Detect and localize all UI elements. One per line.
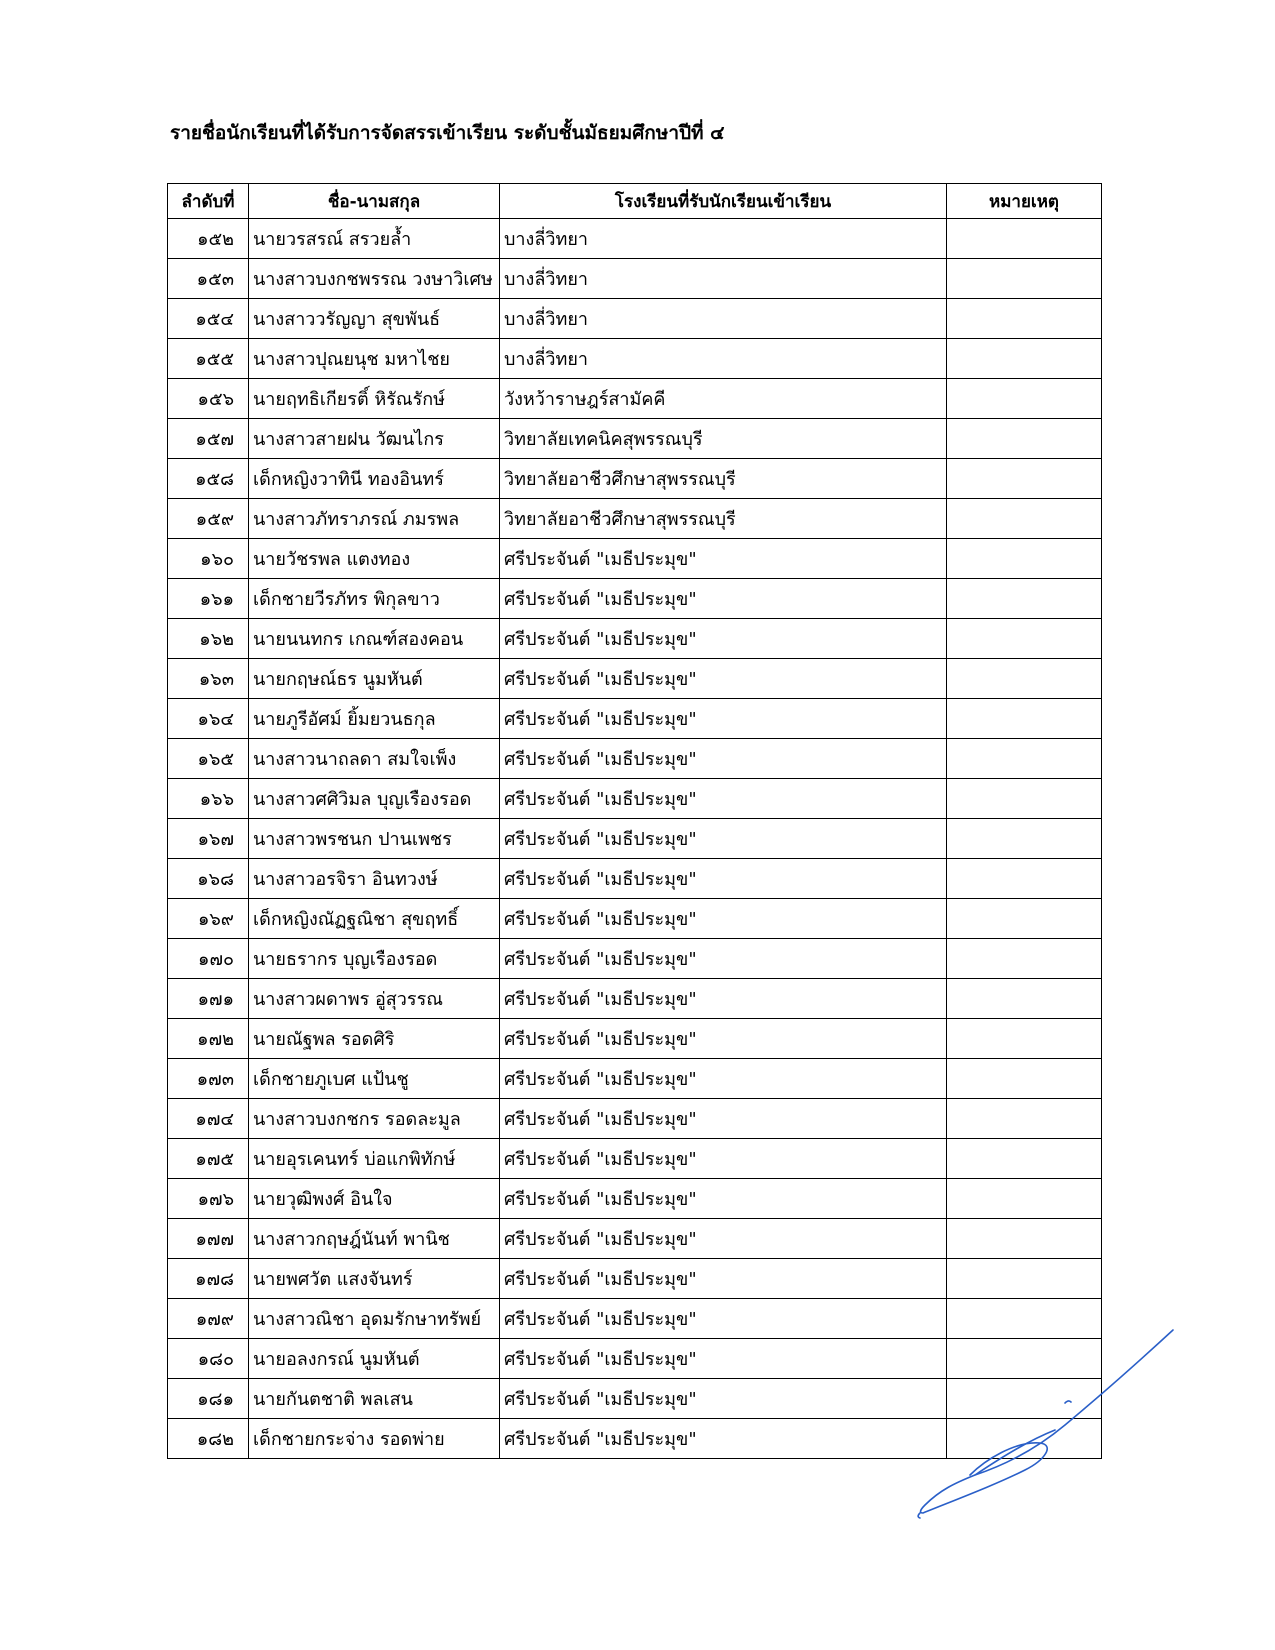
row-name: เด็กชายวีรภัทร พิกุลขาว [249,579,500,619]
row-name: นางสาวบงกชกร รอดละมูล [249,1099,500,1139]
row-school: ศรีประจันต์ "เมธีประมุข" [500,859,947,899]
row-note [947,379,1102,419]
table-row [168,779,1102,819]
row-name: นายวุฒิพงศ์ อินใจ [249,1179,500,1219]
row-note [947,939,1102,979]
row-note [947,659,1102,699]
row-name: นายธรากร บุญเรืองรอด [249,939,500,979]
row-school: วิทยาลัยเทคนิคสุพรรณบุรี [500,419,947,459]
row-school: ศรีประจันต์ "เมธีประมุข" [500,979,947,1019]
row-number: ๑๘๐ [168,1339,249,1379]
table-row [168,299,1102,339]
row-name: นางสาวปุณยนุช มหาไชย [249,339,500,379]
signature-icon [915,1325,1175,1525]
row-number: ๑๕๘ [168,459,249,499]
row-number: ๑๕๓ [168,259,249,299]
header-number: ลำดับที่ [168,184,249,219]
table-row [168,539,1102,579]
table-body [168,219,1102,1459]
row-name: นายพศวัต แสงจันทร์ [249,1259,500,1299]
row-name: นางสาวบงกชพรรณ วงษาวิเศษ [249,259,500,299]
row-school: ศรีประจันต์ "เมธีประมุข" [500,779,947,819]
row-school: บางลี่วิทยา [500,259,947,299]
header-school: โรงเรียนที่รับนักเรียนเข้าเรียน [500,184,947,219]
row-note [947,1259,1102,1299]
row-name: นางสาวณิชา อุดมรักษาทรัพย์ [249,1299,500,1339]
row-name: นายกันตชาติ พลเสน [249,1379,500,1419]
row-note [947,619,1102,659]
row-note [947,459,1102,499]
row-name: เด็กหญิงณัฏฐณิชา สุขฤทธิ์ [249,899,500,939]
row-note [947,779,1102,819]
row-number: ๑๖๐ [168,539,249,579]
table-row [168,419,1102,459]
row-number: ๑๗๘ [168,1259,249,1299]
table-row [168,339,1102,379]
student-table [167,183,1102,1459]
row-note [947,419,1102,459]
row-number: ๑๖๕ [168,739,249,779]
row-number: ๑๗๖ [168,1179,249,1219]
row-number: ๑๘๒ [168,1419,249,1459]
row-school: วิทยาลัยอาชีวศึกษาสุพรรณบุรี [500,459,947,499]
row-number: ๑๘๑ [168,1379,249,1419]
row-name: นางสาวกฤษฎ์นันท์ พานิช [249,1219,500,1259]
table-row [168,1019,1102,1059]
row-school: วิทยาลัยอาชีวศึกษาสุพรรณบุรี [500,499,947,539]
row-number: ๑๖๖ [168,779,249,819]
row-name: นางสาวสายฝน วัฒนไกร [249,419,500,459]
table-row [168,1139,1102,1179]
row-name: นายอุรเคนทร์ บ่อแกพิทักษ์ [249,1139,500,1179]
row-name: เด็กชายกระจ่าง รอดพ่าย [249,1419,500,1459]
row-number: ๑๕๒ [168,219,249,259]
row-school: ศรีประจันต์ "เมธีประมุข" [500,579,947,619]
row-school: ศรีประจันต์ "เมธีประมุข" [500,739,947,779]
row-note [947,339,1102,379]
row-number: ๑๗๑ [168,979,249,1019]
row-number: ๑๖๑ [168,579,249,619]
table-row [168,1179,1102,1219]
table-header-row [168,184,1102,219]
row-number: ๑๗๒ [168,1019,249,1059]
row-note [947,819,1102,859]
row-school: ศรีประจันต์ "เมธีประมุข" [500,659,947,699]
row-note [947,1219,1102,1259]
row-note [947,859,1102,899]
row-note [947,499,1102,539]
row-note [947,739,1102,779]
row-name: นายณัฐพล รอดศิริ [249,1019,500,1059]
row-note [947,259,1102,299]
table-row [168,219,1102,259]
row-name: นายอลงกรณ์ นูมหันต์ [249,1339,500,1379]
row-name: นางสาวศศิวิมล บุญเรืองรอด [249,779,500,819]
row-school: วังหว้าราษฎร์สามัคคี [500,379,947,419]
row-name: นางสาวอรจิรา อินทวงษ์ [249,859,500,899]
table-row [168,259,1102,299]
row-school: ศรีประจันต์ "เมธีประมุข" [500,1219,947,1259]
row-note [947,579,1102,619]
row-name: นางสาวนาถลดา สมใจเพ็ง [249,739,500,779]
table-row [168,899,1102,939]
row-number: ๑๗๗ [168,1219,249,1259]
row-name: นางสาววรัญญา สุขพันธ์ [249,299,500,339]
row-school: ศรีประจันต์ "เมธีประมุข" [500,1339,947,1379]
row-school: ศรีประจันต์ "เมธีประมุข" [500,1019,947,1059]
table-row [168,459,1102,499]
table-row [168,659,1102,699]
table-row [168,699,1102,739]
row-number: ๑๗๔ [168,1099,249,1139]
row-note [947,539,1102,579]
table-row [168,939,1102,979]
row-number: ๑๕๗ [168,419,249,459]
row-note [947,1059,1102,1099]
row-number: ๑๖๙ [168,899,249,939]
row-name: นายฤทธิเกียรติ์ หิรัณรักษ์ [249,379,500,419]
row-note [947,1179,1102,1219]
row-school: บางลี่วิทยา [500,219,947,259]
row-name: นางสาวผดาพร อู่สุวรรณ [249,979,500,1019]
row-note [947,899,1102,939]
row-note [947,979,1102,1019]
table-row [168,859,1102,899]
table-row [168,579,1102,619]
row-number: ๑๕๕ [168,339,249,379]
row-note [947,1019,1102,1059]
row-school: ศรีประจันต์ "เมธีประมุข" [500,1419,947,1459]
row-note [947,1139,1102,1179]
row-school: ศรีประจันต์ "เมธีประมุข" [500,1139,947,1179]
row-number: ๑๖๗ [168,819,249,859]
row-number: ๑๗๕ [168,1139,249,1179]
table-row [168,379,1102,419]
row-name: นายกฤษณ์ธร นูมหันต์ [249,659,500,699]
row-number: ๑๗๙ [168,1299,249,1339]
row-number: ๑๗๐ [168,939,249,979]
row-school: ศรีประจันต์ "เมธีประมุข" [500,899,947,939]
row-school: ศรีประจันต์ "เมธีประมุข" [500,619,947,659]
table-row [168,739,1102,779]
table-row [168,619,1102,659]
row-school: ศรีประจันต์ "เมธีประมุข" [500,699,947,739]
page-title: รายชื่อนักเรียนที่ได้รับการจัดสรรเข้าเรียน ระดับชั้นมัธยมศึกษาปีที่ ๔ [170,122,725,144]
table-row [168,1099,1102,1139]
row-school: บางลี่วิทยา [500,339,947,379]
row-school: ศรีประจันต์ "เมธีประมุข" [500,1299,947,1339]
row-school: ศรีประจันต์ "เมธีประมุข" [500,1259,947,1299]
header-note: หมายเหตุ [947,184,1102,219]
row-number: ๑๖๔ [168,699,249,739]
table-row [168,979,1102,1019]
row-number: ๑๖๓ [168,659,249,699]
row-school: ศรีประจันต์ "เมธีประมุข" [500,1059,947,1099]
row-number: ๑๕๙ [168,499,249,539]
header-name: ชื่อ-นามสกุล [249,184,500,219]
row-note [947,219,1102,259]
row-name: นางสาวภัทราภรณ์ ภมรพล [249,499,500,539]
row-number: ๑๖๒ [168,619,249,659]
row-name: นายนนทกร เกณฑ์สองคอน [249,619,500,659]
row-school: ศรีประจันต์ "เมธีประมุข" [500,819,947,859]
row-number: ๑๖๘ [168,859,249,899]
row-note [947,1099,1102,1139]
table-row [168,1259,1102,1299]
row-school: ศรีประจันต์ "เมธีประมุข" [500,1179,947,1219]
row-school: บางลี่วิทยา [500,299,947,339]
row-number: ๑๕๖ [168,379,249,419]
table-row [168,819,1102,859]
row-number: ๑๗๓ [168,1059,249,1099]
row-note [947,699,1102,739]
row-note [947,299,1102,339]
table-row [168,1059,1102,1099]
row-name: เด็กชายภูเบศ แป้นชู [249,1059,500,1099]
table-row [168,499,1102,539]
row-name: นายวรสรณ์ สรวยล้ำ [249,219,500,259]
row-school: ศรีประจันต์ "เมธีประมุข" [500,1099,947,1139]
row-school: ศรีประจันต์ "เมธีประมุข" [500,539,947,579]
table-row [168,1219,1102,1259]
row-name: เด็กหญิงวาทินี ทองอินทร์ [249,459,500,499]
row-school: ศรีประจันต์ "เมธีประมุข" [500,1379,947,1419]
row-name: นายภูรีอัศม์ ยิ้มยวนธกุล [249,699,500,739]
row-name: นางสาวพรชนก ปานเพชร [249,819,500,859]
row-school: ศรีประจันต์ "เมธีประมุข" [500,939,947,979]
row-name: นายวัชรพล แตงทอง [249,539,500,579]
row-number: ๑๕๔ [168,299,249,339]
